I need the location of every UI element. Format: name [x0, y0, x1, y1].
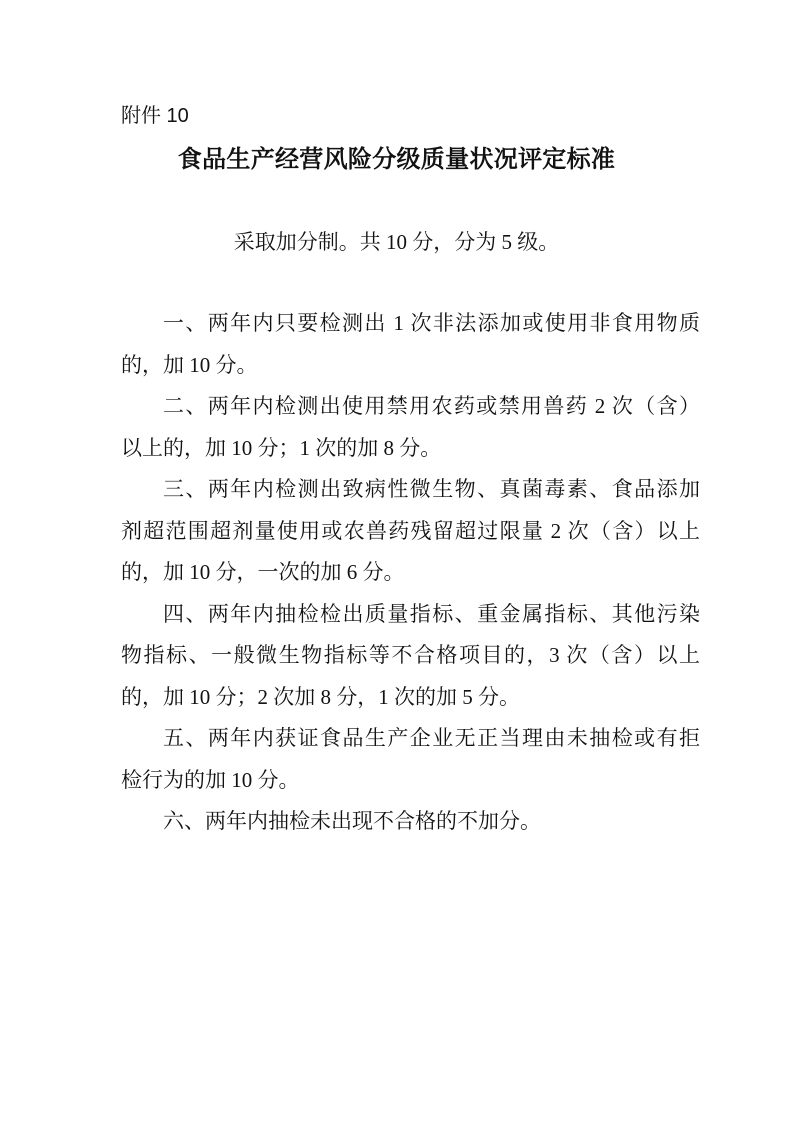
- body-line: 的，加 10 分；2 次加 8 分，1 次的加 5 分。: [121, 684, 520, 709]
- document-subtitle: 采取加分制。共 10 分，分为 5 级。: [233, 230, 560, 254]
- attachment-label: 附件 10: [121, 105, 189, 127]
- body-line: 四、两年内抽检检出质量指标、重金属指标、其他污染: [163, 601, 700, 626]
- body-paragraph: [121, 386, 700, 469]
- body-line: 五、两年内获证食品生产企业无正当理由未抽检或有拒: [163, 726, 700, 750]
- body-line: 剂超范围超剂量使用或农兽药残留超过限量 2 次（含）以上: [121, 518, 700, 543]
- body-line: 六、两年内抽检未出现不合格的不加分。: [163, 809, 541, 833]
- body-line: 以上的，加 10 分；1 次的加 8 分。: [121, 435, 442, 460]
- document-body: [121, 303, 700, 843]
- body-line: 的，加 10 分。: [121, 352, 258, 377]
- body-paragraph: [121, 303, 700, 386]
- body-line: 物指标、一般微生物指标等不合格项目的，3 次（含）以上: [121, 643, 700, 667]
- body-paragraph: [121, 469, 700, 594]
- body-line: 的，加 10 分，一次的加 6 分。: [121, 560, 405, 584]
- body-paragraph: [121, 594, 700, 719]
- body-paragraph: [121, 801, 700, 843]
- body-paragraph: [121, 718, 700, 801]
- body-line: 二、两年内检测出使用禁用农药或禁用兽药 2 次（含）: [163, 394, 700, 418]
- body-line: 一、两年内只要检测出 1 次非法添加或使用非食用物质: [163, 311, 700, 335]
- body-line: 三、两年内检测出致病性微生物、真菌毒素、食品添加: [163, 477, 700, 501]
- body-line: 检行为的加 10 分。: [121, 767, 300, 792]
- document-title: 食品生产经营风险分级质量状况评定标准: [177, 146, 616, 173]
